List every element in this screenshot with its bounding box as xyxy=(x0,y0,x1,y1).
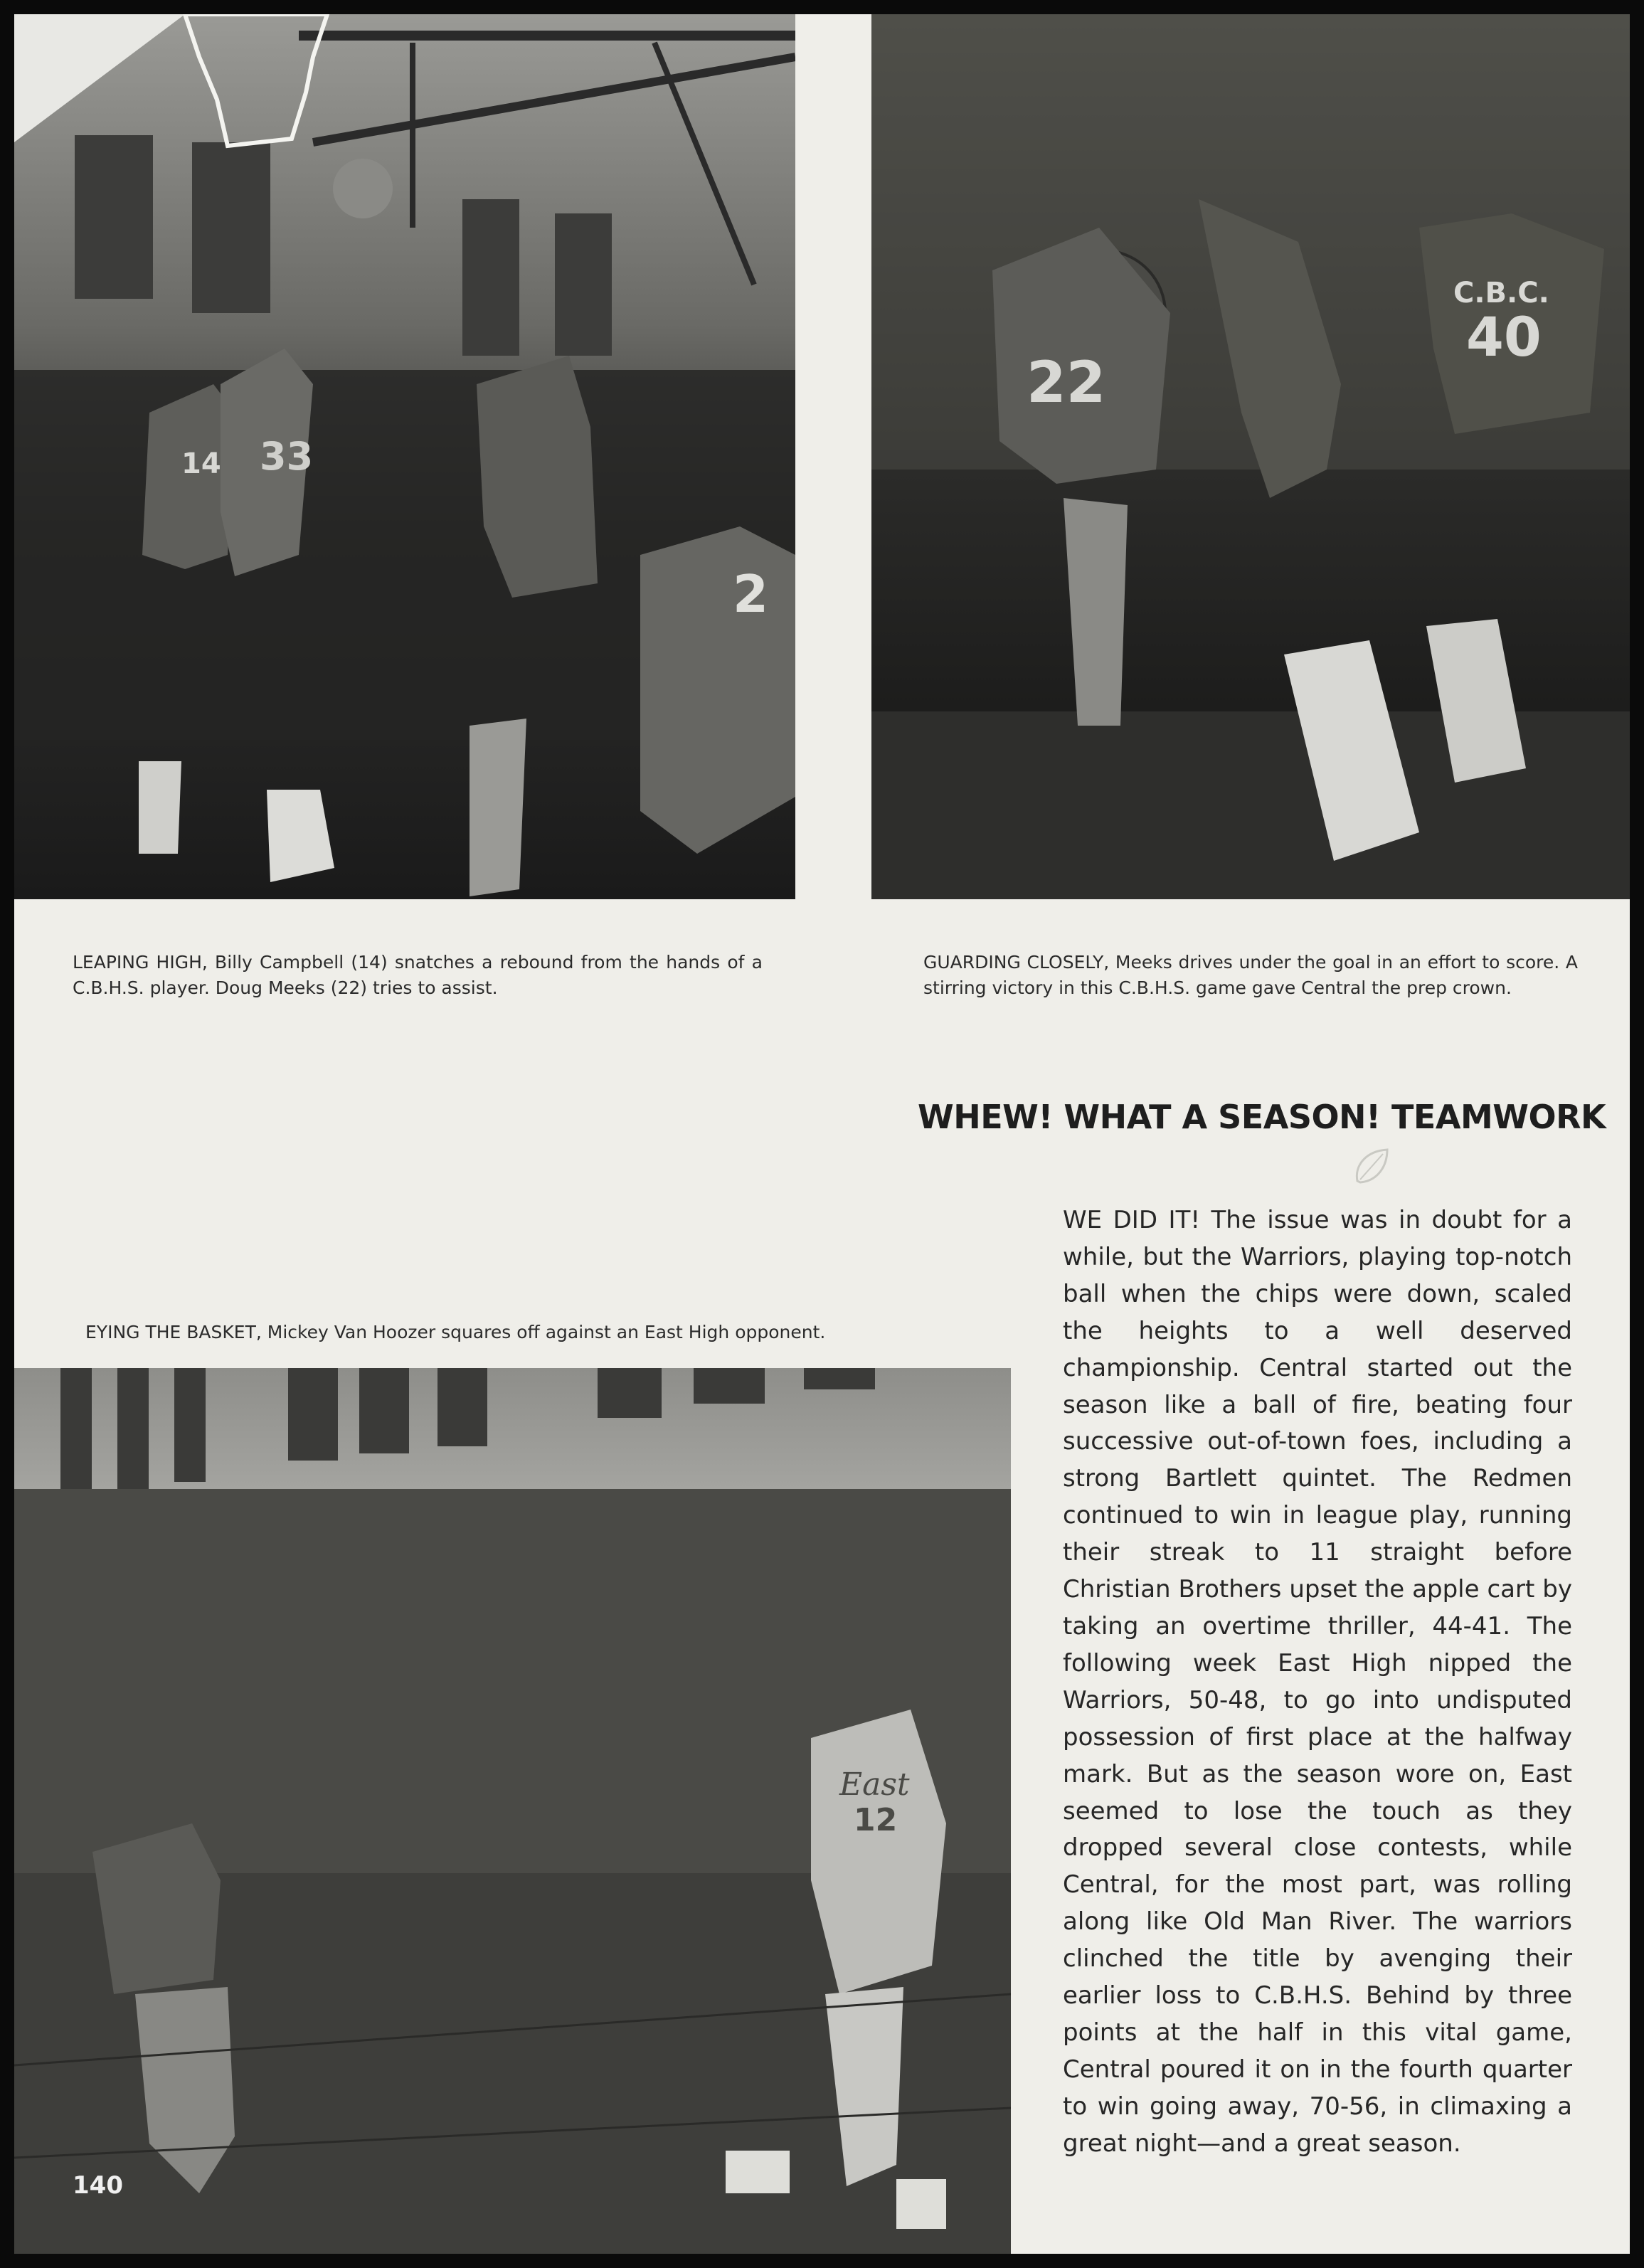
caption-text: Meeks drives under the goal in an effort to score. A stirring victory in this C.B.H.S. game gave Central the prep crown. xyxy=(923,952,1579,998)
jersey-script-east: East xyxy=(839,1766,910,1803)
caption-lead: EYING THE BASKET, xyxy=(85,1322,262,1342)
jersey-number-22: 22 xyxy=(1027,349,1106,415)
page-number: 140 xyxy=(73,2171,123,2200)
caption-leaping-high xyxy=(73,950,763,1001)
jersey-number-14: 14 xyxy=(181,447,221,480)
jersey-number-partial: 2 xyxy=(733,564,769,624)
caption-lead: LEAPING HIGH, xyxy=(73,952,208,973)
caption-lead: GUARDING CLOSELY, xyxy=(923,952,1110,973)
photo-guarding-closely xyxy=(871,14,1630,899)
caption-eying-the-basket xyxy=(85,1320,967,1345)
jersey-number-12: 12 xyxy=(854,1802,898,1838)
caption-text: Billy Campbell (14) snatches a rebound from the hands of a C.B.H.S. player. Doug Meeks (22) tries to assist. xyxy=(73,952,763,998)
leaf-ornament-icon xyxy=(1350,1144,1394,1188)
caption-guarding-closely xyxy=(923,950,1578,1001)
jersey-number-40: 40 xyxy=(1466,305,1542,369)
jersey-number-33: 33 xyxy=(260,434,314,479)
article-headline: WHEW! WHAT A SEASON! TEAMWORK xyxy=(918,1098,1606,1136)
photo-eying-the-basket xyxy=(14,1368,1011,2254)
yearbook-page xyxy=(14,14,1630,2254)
jersey-letters-cbc: C.B.C. xyxy=(1453,277,1549,309)
caption-text: Mickey Van Hoozer squares off against an East High opponent. xyxy=(261,1322,826,1342)
article-body: WE DID IT! The issue was in doubt for a while, but the Warriors, playing top-notch ball when the chips were down, scaled the heights to a well deserved championship. Central started out the season like a ball of fire, beating four successive out-of-town foes, including a strong Bartlett quintet. The Redmen continued to win in league play, running their streak to 11 straight before Christian Brothers upset the apple cart by taking an overtime thriller, 44-41. The following week East High nipped the Warriors, 50-48, to go into undisputed possession of first place at the halfway mark. But as the season wore on, East seemed to lose the touch as they dropped several close contests, while Central, for the most part, was rolling along like Old Man River. The warriors clinched the title by avenging their earlier loss to C.B.H.S. Behind by three points at the half in this vital game, Central poured it on in the fourth quarter to win going away, 70-56, in climaxing a great night—and a great season. xyxy=(1063,1206,1572,2158)
photo-leaping-rebound xyxy=(14,14,795,899)
